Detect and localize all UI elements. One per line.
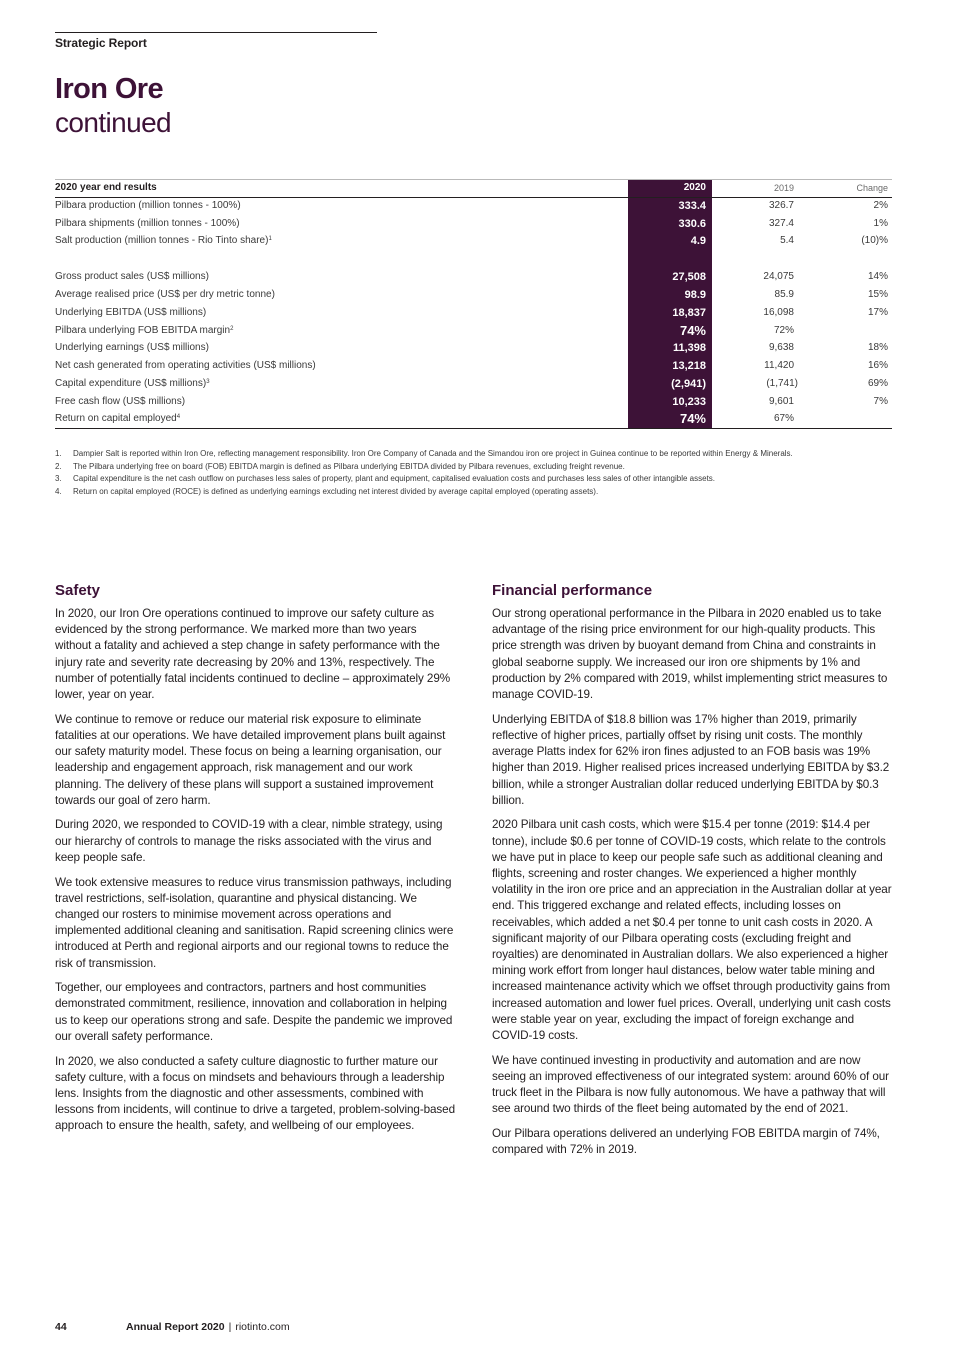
financial-paragraph: We have continued investing in productivity and automation and are now seeing an improved effectiveness of our integrated system: around 60% of our truck fleet in the Pilbara is now fully autonomous. We have a pathway that will see around two thirds of the fleet being automated by the end of 2021. [492, 1053, 889, 1116]
spacer-cell [55, 250, 628, 268]
value-2020: 4.9 [628, 233, 712, 251]
value-2019: (1,741) [766, 378, 798, 390]
row-label: Underlying earnings (US$ millions) [55, 342, 209, 354]
table-spacer [55, 250, 892, 268]
header-2020: 2020 [628, 180, 712, 197]
financial-heading: Financial performance [492, 582, 653, 599]
table-row [55, 286, 892, 304]
value-2019: 11,420 [764, 360, 794, 372]
value-2019: 9,601 [768, 395, 794, 407]
value-2019: 72% [773, 324, 794, 336]
value-2019: 85.9 [774, 289, 794, 301]
row-label-cell [55, 411, 628, 429]
footnote-text: The Pilbara underlying free on board (FOB) EBITDA margin is defined as Pilbara underlying EBITDA divided by Pilbara revenues, excluding freight revenue. [73, 461, 625, 471]
row-label: Salt production (million tonnes - Rio Tinto share) [55, 235, 269, 247]
table-row [55, 304, 892, 322]
safety-paragraph: Together, our employees and contractors, partners and host communities demonstrated commitment, resilience, innovation and collaboration in helping us to keep our operations strong and safe. Despite the pandemic we improved our overall safety performance. [55, 981, 453, 1043]
value-2020: 13,218 [628, 357, 712, 375]
section-label: Strategic Report [55, 32, 377, 50]
value-change: (10)% [861, 235, 888, 247]
row-label-cell [55, 393, 628, 411]
footnotes [55, 448, 875, 498]
footnote [55, 473, 875, 484]
row-label: Return on capital employed [55, 413, 177, 425]
table-row [55, 233, 892, 251]
safety-body [55, 606, 455, 1135]
results-table [55, 179, 892, 429]
footnote-text: Capital expenditure is the net cash outflow on purchases less sales of property, plant and equipment, capitalised evaluation costs and purchases less sales of other intangible assets. [73, 474, 716, 483]
header-label: 2020 year end results [55, 180, 628, 197]
footer-separator: | [228, 1321, 232, 1333]
table-row [55, 375, 892, 393]
table-row [55, 340, 892, 358]
website-link[interactable]: riotinto.com [235, 1321, 290, 1333]
spacer-cell [628, 250, 712, 268]
value-change: 15% [867, 289, 888, 301]
value-2019: 326.7 [768, 200, 794, 212]
footnote [55, 461, 875, 472]
safety-paragraph: During 2020, we responded to COVID-19 with a clear, nimble strategy, using our hierarchy of controls to manage the risks associated with the virus and keep people safe. [55, 818, 443, 864]
value-change: 7% [873, 395, 888, 407]
financial-body [492, 606, 892, 1159]
header-2019: 2019 [712, 180, 800, 197]
value-2020: 74% [628, 411, 712, 429]
table-row [55, 411, 892, 429]
row-label: Pilbara shipments (million tonnes - 100%) [55, 217, 240, 229]
row-label-cell [55, 268, 628, 286]
value-2019: 24,075 [763, 271, 794, 283]
value-2020: 11,398 [628, 340, 712, 358]
table-row [55, 357, 892, 375]
footnote [55, 486, 875, 497]
row-label: Pilbara production (million tonnes - 100%) [55, 200, 241, 212]
row-label-cell [55, 215, 628, 233]
value-2020: 27,508 [628, 268, 712, 286]
row-label-cell [55, 233, 628, 251]
table-header-row [55, 180, 892, 197]
footnote-number: 2. [55, 461, 62, 471]
value-2019: 5.4 [780, 235, 794, 247]
page-footer [55, 1321, 290, 1333]
row-label: Gross product sales (US$ millions) [55, 271, 209, 283]
value-change: 16% [867, 360, 888, 372]
report-name: Annual Report 2020 [126, 1321, 225, 1333]
table-row [55, 197, 892, 215]
row-label-cell [55, 340, 628, 358]
footnote-number: 3. [55, 474, 62, 483]
footnote-ref: 4 [176, 414, 181, 421]
value-2020: (2,941) [628, 375, 712, 393]
value-change [800, 411, 892, 429]
row-label: Free cash flow (US$ millions) [55, 395, 186, 407]
row-label: Average realised price (US$ per dry metric tonne) [55, 289, 275, 301]
value-2019: 327.4 [768, 217, 794, 229]
safety-paragraph: In 2020, our Iron Ore operations continued to improve our safety culture as evidenced by the strong performance. We marked more than two years without a fatality and achieved a step change in safety performance with the injury rate and severity rate decreasing by 20% and 13%, respectively. The number of potentially fatal incidents continued to decline – approximately 29% lower, year on year. [55, 607, 451, 702]
value-2020: 18,837 [628, 304, 712, 322]
footnote-ref: 3 [206, 379, 210, 386]
value-2019: 67% [712, 411, 800, 429]
footnote-number: 4. [55, 486, 62, 496]
value-change: 18% [867, 342, 888, 354]
value-change: 2% [873, 200, 888, 212]
value-change: 69% [867, 378, 888, 390]
row-label-cell [55, 322, 628, 340]
row-label: Capital expenditure (US$ millions) [55, 378, 207, 390]
value-2020: 98.9 [628, 286, 712, 304]
page-number: 44 [55, 1321, 67, 1333]
spacer-cell [712, 250, 800, 268]
financial-paragraph: Our Pilbara operations delivered an underlying FOB EBITDA margin of 74%, compared with 72% in 2019. [492, 1127, 880, 1157]
row-label: Net cash generated from operating activities (US$ millions) [55, 360, 316, 372]
value-2020: 333.4 [628, 197, 712, 215]
safety-section [55, 582, 455, 1143]
value-2020: 74% [628, 322, 712, 340]
row-label: Underlying EBITDA (US$ millions) [55, 306, 207, 318]
safety-paragraph: We took extensive measures to reduce virus transmission pathways, including travel restrictions, self-isolation, quarantine and physical distancing. We changed our rosters to minimise movement across operations and implemented additional cleaning and sanitisation. Rapid screening clinics were introduced at Perth and regional airports and our regional towns to reduce the risk of transmission. [55, 875, 454, 970]
table-row [55, 215, 892, 233]
safety-heading: Safety [55, 582, 101, 599]
table-row [55, 393, 892, 411]
row-label-cell [55, 357, 628, 375]
safety-paragraph: We continue to remove or reduce our material risk exposure to eliminate fatalities at our operations. We have detailed improvement plans built against our safety maturity model. These focus on being a learning organisation, our leadership and engagement approach, risk management and our work planning. The delivery of these plans will support a sustained improvement towards our goal of zero harm. [55, 712, 446, 807]
page-subtitle: continued [55, 107, 172, 138]
value-change: 17% [867, 306, 888, 318]
financial-paragraph: Our strong operational performance in the Pilbara in 2020 enabled us to take advantage of the rising price environment for our high-quality products. This price strength was driven by buoyant demand from China and constraints in global seaborne supply. We increased our iron ore shipments by 1% and production by 2% compared with 2019, whilst implementing strict measures to manage COVID-19. [492, 607, 888, 702]
row-label-cell [55, 304, 628, 322]
footnote-ref: 2 [230, 325, 234, 332]
table-row [55, 268, 892, 286]
financial-paragraph: Underlying EBITDA of $18.8 billion was 17% higher than 2019, primarily reflective of higher prices, partially offset by rising unit costs. The monthly average Platts index for 62% iron fines adjusted to an FOB basis was 19% higher than 2019. Higher realised prices increased underlying EBITDA by $3.2 billion, while a stronger Australian dollar reduced underlying EBITDA by $0.3 billion. [492, 712, 890, 807]
footnote-number: 1. [55, 449, 62, 458]
financial-paragraph: 2020 Pilbara unit cash costs, which were $15.4 per tonne (2019: $14.4 per tonne), include $0.6 per tonne of COVID-19 costs, which relate to the controls we have put in place to keep our people safe such as additional cleaning and flights, screening and roster changes. We experienced a higher monthly volatility in the iron ore price and an appreciation in the Australian dollar at year end. This triggered exchange and related effects, including losses on receivables, which added a net $0.4 per tonne to unit cash costs in 2020. A significant majority of our Pilbara operating costs (excluding freight and royalties) are denominated in Australian dollars. We also experienced a higher mining work effort from longer haul distances, below water table mining and increased maintenance activity which we offset through productivity gains from increased automation and lower fuel prices. Overall, underlying unit cash costs were stable year on year, excluding the impact of foreign exchange and COVID-19 costs. [492, 818, 892, 1043]
footnote [55, 448, 875, 459]
row-label-cell [55, 375, 628, 393]
value-2020: 330.6 [628, 215, 712, 233]
value-2020: 10,233 [628, 393, 712, 411]
table-row [55, 322, 892, 340]
value-change: 1% [873, 217, 888, 229]
value-2019: 16,098 [763, 306, 794, 318]
value-2019: 9,638 [768, 342, 794, 354]
value-change: 14% [867, 271, 888, 283]
footnote-text: Return on capital employed (ROCE) is defined as underlying earnings excluding net interest divided by average capital employed (operating assets). [73, 486, 599, 496]
row-label: Pilbara underlying FOB EBITDA margin [55, 324, 231, 336]
page-title: Iron Ore [55, 73, 163, 105]
footnote-text: Dampier Salt is reported within Iron Ore, reflecting management responsibility. Iron Ore Company of Canada and the Simandou iron ore project in Guinea continue to be reported within Energy & Minerals. [73, 449, 793, 458]
header-change: Change [800, 180, 892, 197]
safety-paragraph: In 2020, we also conducted a safety culture diagnostic to further mature our safety culture, with a focus on mindsets and behaviours through a leadership lens. Insights from the diagnostic and other assessments, combined with lessons from incidents, will continue to drive a targeted, problem-solving-based approach to ensure the health, safety, and wellbeing of our employees. [55, 1054, 455, 1133]
financial-section [492, 582, 892, 1167]
spacer-cell [800, 250, 892, 268]
row-label-cell [55, 286, 628, 304]
footnote-ref: 1 [268, 236, 272, 243]
row-label-cell [55, 197, 628, 215]
value-change [800, 322, 892, 340]
